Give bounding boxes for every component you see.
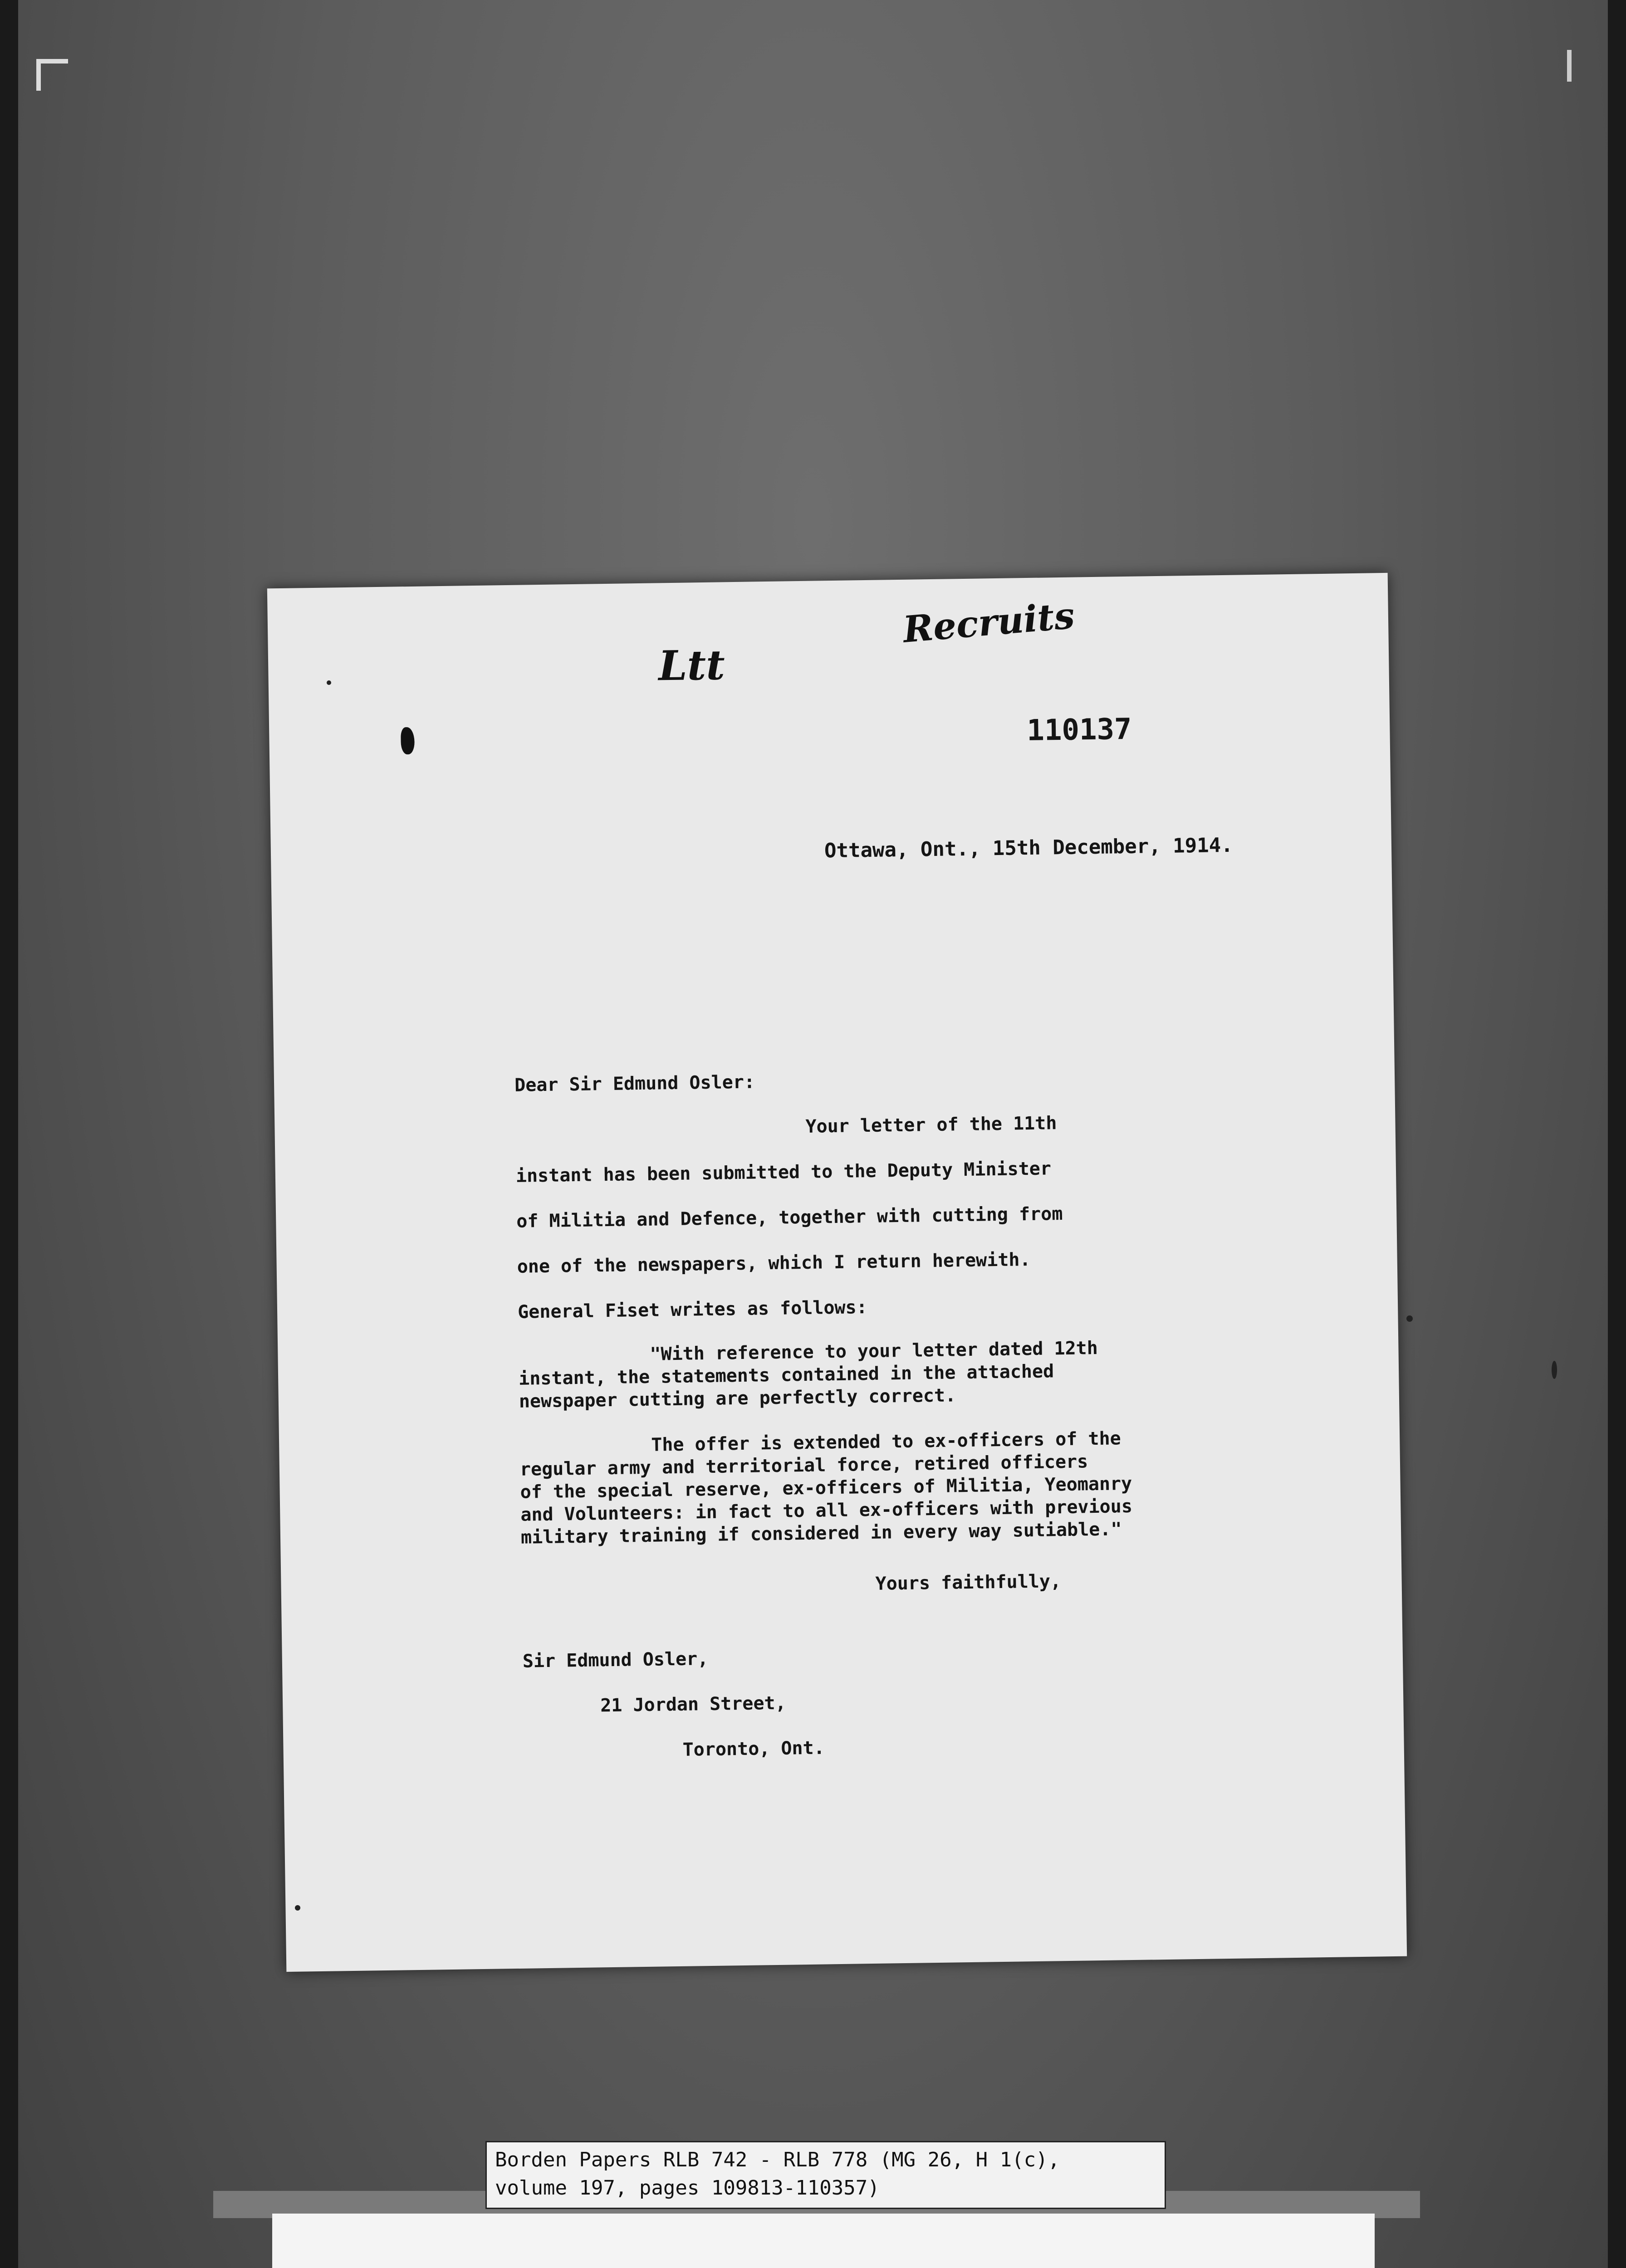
citation-line: volume 197, pages 109813-110357) [495, 2176, 880, 2200]
address-line: Toronto, Ont. [682, 1737, 825, 1760]
quote-line: instant, the statements contained in the attached [518, 1361, 1054, 1389]
address-line: Sir Edmund Osler, [522, 1648, 709, 1672]
film-speck [327, 680, 331, 685]
punch-mark [401, 727, 415, 754]
quote-line: military training if considered in every way sutiable." [520, 1519, 1122, 1548]
film-edge-left [0, 0, 18, 2268]
quote-line: of the special reserve, ex-officers of Militia, Yeomanry [520, 1473, 1132, 1503]
dateline: Ottawa, Ont., 15th December, 1914. [824, 833, 1233, 863]
body-line: General Fiset writes as follows: [517, 1297, 868, 1323]
film-corner-mark [36, 59, 68, 91]
body-line: instant has been submitted to the Deputy Minister [515, 1158, 1052, 1187]
citation-line: Borden Papers RLB 742 - RLB 778 (MG 26, H 1(c), [495, 2148, 1060, 2171]
film-speck [1406, 1315, 1413, 1322]
letter-page [267, 573, 1407, 1972]
body-line: one of the newspapers, which I return herewith. [517, 1249, 1031, 1277]
citation-label [485, 2141, 1166, 2209]
film-edge-right [1608, 0, 1626, 2268]
film-speck [1552, 1361, 1557, 1379]
archive-card [272, 2214, 1375, 2268]
quote-line: and Volunteers: in fact to all ex-officers with previous [520, 1496, 1133, 1525]
handwritten-annotation-left: Ltt [658, 641, 725, 690]
body-line: Your letter of the 11th [805, 1113, 1057, 1137]
address-line: 21 Jordan Street, [600, 1692, 786, 1716]
document-number: 110137 [1026, 712, 1132, 748]
quote-line: newspaper cutting are perfectly correct. [519, 1385, 956, 1412]
closing: Yours faithfully, [875, 1571, 1062, 1594]
quote-line: "With reference to your letter dated 12th [650, 1337, 1098, 1365]
film-edge-mark [1567, 50, 1572, 82]
body-line: of Militia and Defence, together with cutting from [516, 1203, 1063, 1232]
salutation: Dear Sir Edmund Osler: [514, 1071, 755, 1096]
quote-line: regular army and territorial force, retired officers [519, 1451, 1088, 1480]
quote-line: The offer is extended to ex-officers of the [651, 1428, 1122, 1456]
handwritten-annotation-right: Recruits [901, 594, 1077, 651]
film-speck [295, 1905, 300, 1911]
